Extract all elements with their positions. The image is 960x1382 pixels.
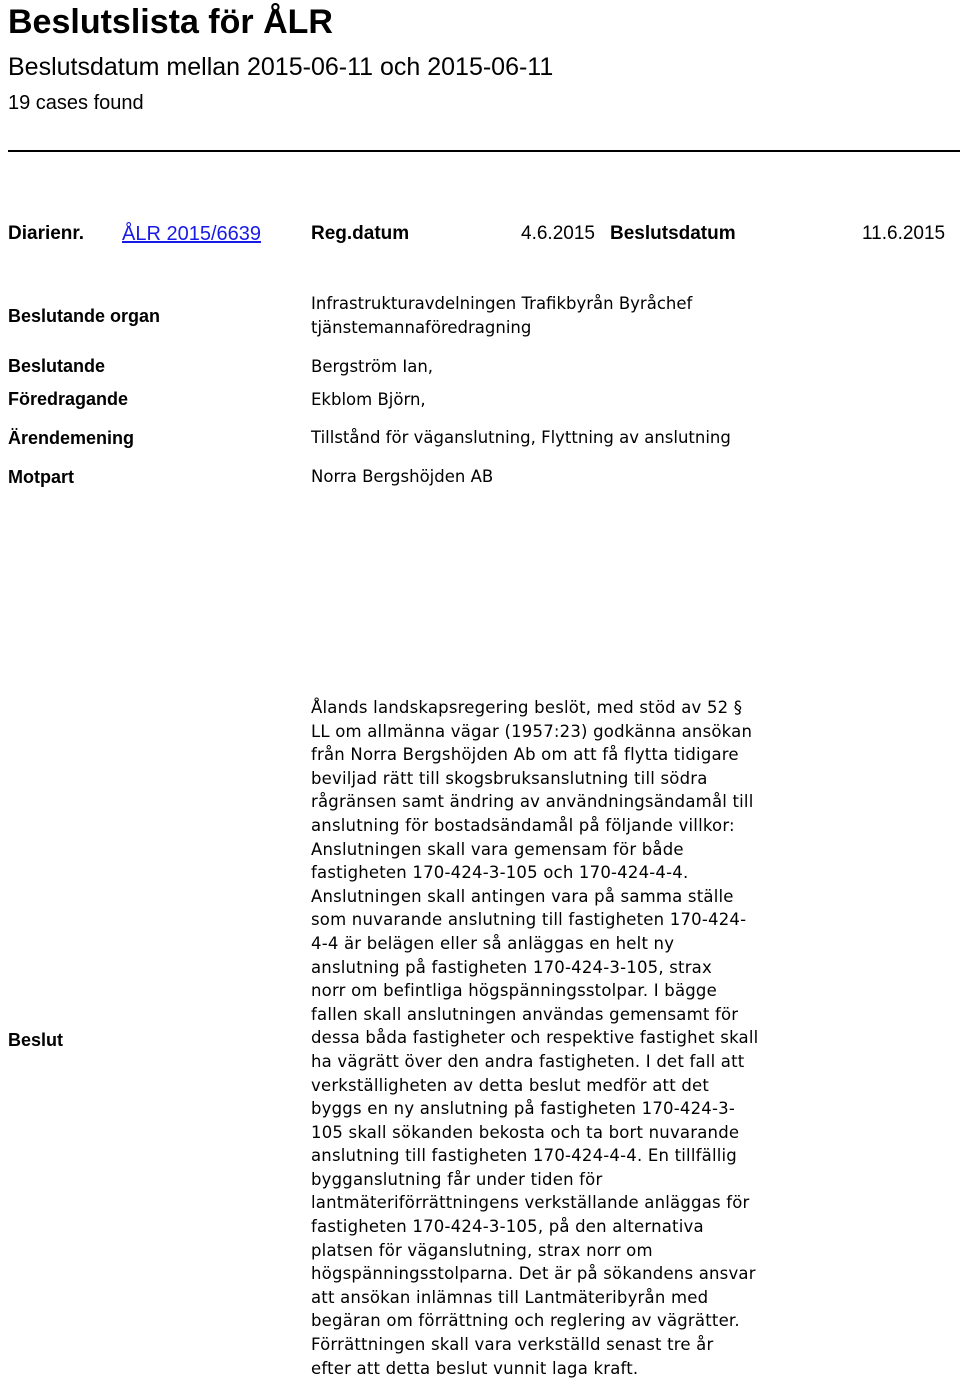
beslutande-organ-value: Infrastrukturavdelningen Trafikbyrån Byråchef tjänstemannaföredragning [311, 294, 693, 337]
arendemening-value: Tillstånd för väganslutning, Flyttning av anslutning [311, 428, 731, 447]
beslutsdatum-label: Beslutsdatum [610, 223, 736, 244]
foredragande-value: Ekblom Björn, [311, 390, 426, 409]
motpart-label: Motpart [8, 467, 74, 487]
beslutande-label: Beslutande [8, 356, 106, 376]
arendemening-label: Ärendemening [8, 428, 135, 448]
diarienr-link[interactable]: ÅLR 2015/6639 [122, 223, 262, 245]
results-count: 19 cases found [8, 92, 144, 114]
beslutsdatum-value: 11.6.2015 [862, 223, 946, 244]
beslutande-value: Bergström Ian, [311, 357, 434, 376]
motpart-value: Norra Bergshöjden AB [311, 467, 494, 486]
beslutande-organ-label: Beslutande organ [8, 306, 161, 326]
regdatum-label: Reg.datum [311, 223, 410, 244]
regdatum-value: 4.6.2015 [521, 223, 595, 244]
diarienr-label: Diarienr. [8, 223, 85, 244]
page-title: Beslutslista för ÅLR [8, 3, 333, 41]
date-range-subtitle: Beslutsdatum mellan 2015-06-11 och 2015-06-11 [8, 53, 554, 81]
beslut-label: Beslut [8, 1030, 64, 1050]
foredragande-label: Föredragande [8, 389, 129, 409]
beslut-text: Ålands landskapsregering beslöt, med stöd av 52 § LL om allmänna vägar (1957:23) godkänna ansökan från Norra Bergshöjden Ab om att få flytta tidigare beviljad rätt till skogsbruksanslutning till södra rågränsen samt ändring av användningsändamål till anslutning för bostadsändamål på följande villkor: Anslutningen skall vara gemensam för både fastigheten 170-424-3-105 och 170-424-4-4. Anslutningen skall antingen vara på samma ställe som nuvarande anslutning till fastigheten 170-424- 4-4 är belägen eller så anläggas en helt ny anslutning på fastigheten 170-424-3-105, strax norr om befintliga högspänningsstolpar. I bägge fallen skall anslutningen användas gemensamt för dessa båda fastigheter och respektive fastighet skall ha vägrätt över den andra fastigheten. I det fall att verkställigheten av detta beslut medför att det byggs en ny anslutning på fastigheten 170-424-3- 105 skall sökanden bekosta och ta bort nuvarande anslutning till fastigheten 170-424-4-4. En tillfällig bygganslutning får under tiden för lantmäteriförrättningens verkställande anläggas för fastigheten 170-424-3-105, på den alternativa platsen för väganslutning, strax norr om högspänningsstolparna. Det är på sökandens ansvar att ansökan inlämnas till Lantmäteribyrån med begäran om förrättning och reglering av vägrätter. Förrättningen skall vara verkställd senast tre år efter att detta beslut vunnit laga kraft. [311, 698, 759, 1378]
header-divider [8, 150, 960, 152]
